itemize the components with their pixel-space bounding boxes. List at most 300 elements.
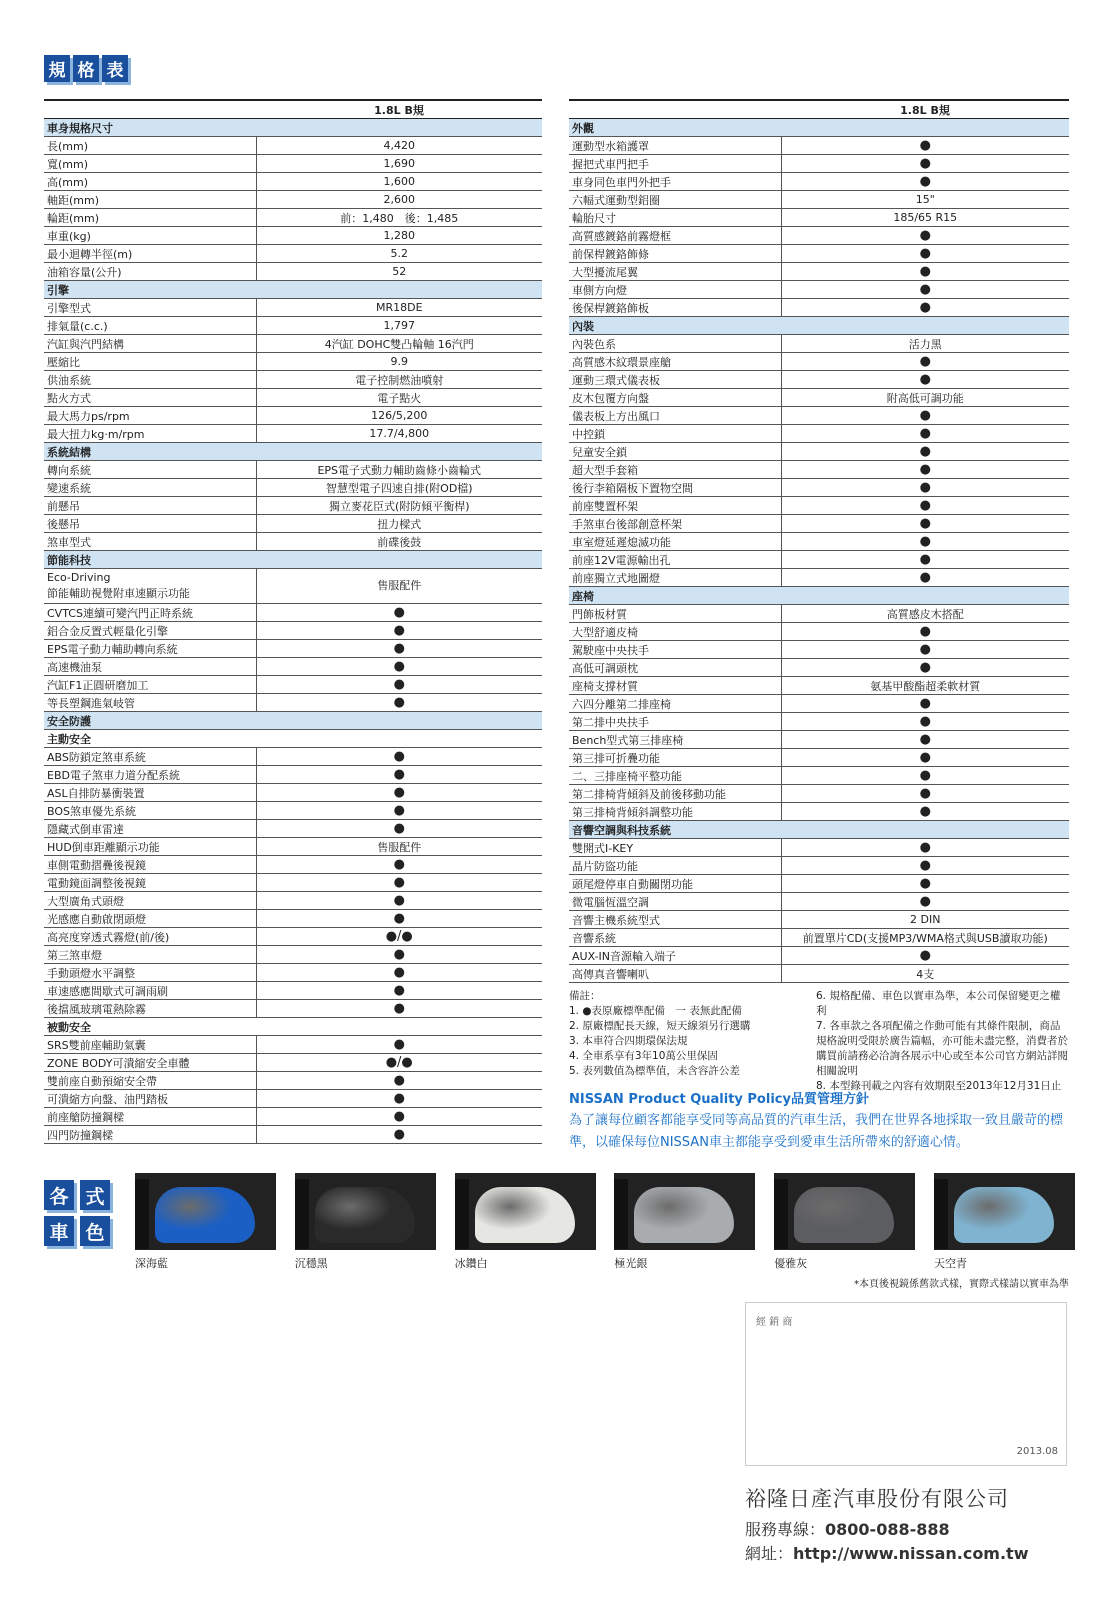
table-header-row — [44, 100, 542, 119]
spec-label — [569, 461, 781, 479]
table-row — [44, 479, 542, 497]
spec-label — [44, 1108, 256, 1126]
mirror-mount — [774, 1179, 788, 1249]
spec-label — [569, 227, 781, 245]
spec-label — [44, 479, 256, 497]
table-row — [44, 820, 542, 838]
notes — [569, 989, 1069, 1094]
spec-label-line: 第三煞車燈 — [47, 948, 102, 962]
table-row — [44, 533, 542, 551]
spec-value: 附高低可調功能 — [781, 389, 1069, 407]
color-name: 沉穩黑 — [294, 1257, 328, 1270]
spec-value: 獨立麥花臣式(附防傾平衡桿) — [256, 497, 542, 515]
table-row — [569, 893, 1069, 911]
table-row — [569, 173, 1069, 191]
table-row — [569, 497, 1069, 515]
spec-value: 前碟後鼓 — [256, 533, 542, 551]
spec-label-line: BOS煞車優先系統 — [47, 804, 136, 818]
spec-label-line: 座椅支撐材質 — [572, 679, 638, 693]
mirror-shell — [794, 1187, 894, 1243]
mirror-image — [614, 1173, 755, 1250]
spec-label — [569, 623, 781, 641]
spec-label — [569, 677, 781, 695]
spec-label — [44, 173, 256, 191]
spec-label-line: 車身同色車門外把手 — [572, 175, 671, 189]
spec-label-line: 車側電動摺疊後視鏡 — [47, 858, 146, 872]
table-row — [569, 857, 1069, 875]
spec-label-line: 車側方向燈 — [572, 283, 627, 297]
spec-value: ● — [781, 137, 1069, 155]
spec-label — [569, 335, 781, 353]
spec-label — [569, 911, 781, 929]
spec-label-line: 前座雙置杯架 — [572, 499, 638, 513]
spec-label — [569, 893, 781, 911]
section-title: 系統結構 — [44, 443, 542, 461]
spec-label-line: 高(mm) — [47, 175, 89, 189]
table-row — [569, 479, 1069, 497]
spec-value: ● — [781, 245, 1069, 263]
spec-label-line: CVTCS連續可變汽門正時系統 — [47, 606, 193, 620]
spec-label — [569, 407, 781, 425]
table-row — [569, 425, 1069, 443]
mirror-image — [934, 1173, 1075, 1250]
section-title: 音響空調與科技系統 — [569, 821, 1069, 839]
spec-label-line: HUD倒車距離顯示功能 — [47, 840, 160, 854]
spec-value: ● — [781, 497, 1069, 515]
spec-value: ● — [781, 281, 1069, 299]
table-row — [44, 371, 542, 389]
note-line: 3. 本車符合四期環保法規 — [569, 1035, 688, 1047]
spec-label-line: 輪距(mm) — [47, 211, 100, 225]
spec-value: ● — [256, 640, 542, 658]
spec-value: ● — [781, 299, 1069, 317]
table-row — [569, 767, 1069, 785]
spec-label-line: 兒童安全鎖 — [572, 445, 627, 459]
table-header-row — [569, 100, 1069, 119]
spec-value: 1,690 — [256, 155, 542, 173]
color-name: 深海藍 — [135, 1257, 168, 1270]
spec-label-line: 大型舒適皮椅 — [572, 625, 638, 639]
table-row — [569, 443, 1069, 461]
spec-label — [44, 335, 256, 353]
spec-label-line: 壓縮比 — [47, 355, 80, 369]
spec-label — [569, 857, 781, 875]
spec-value: ● — [781, 695, 1069, 713]
section-row — [44, 443, 542, 461]
spec-title-char: 表 — [102, 55, 128, 82]
spec-label — [569, 515, 781, 533]
table-row — [44, 227, 542, 245]
spec-table-left — [44, 99, 542, 1144]
note-line: 7. 各車款之各項配備之作動可能有其條件限制，商品規格說明受限於廣告篇幅，亦可能未盡完整，消費者於購買前請務必洽詢各展示中心或至本公司官方網站詳閱相關說明 — [815, 1020, 1068, 1077]
color-swatch — [135, 1173, 276, 1271]
spec-label-line: 最大扭力kg‧m/rpm — [47, 427, 145, 441]
spec-label-line: ASL自排防暴衝裝置 — [47, 786, 145, 800]
table-row — [569, 749, 1069, 767]
spec-value: ● — [781, 155, 1069, 173]
subsection-title: 主動安全 — [44, 730, 542, 748]
spec-value: 4,420 — [256, 137, 542, 155]
spec-value: 52 — [256, 263, 542, 281]
section-row — [44, 281, 542, 299]
spec-value: ● — [781, 227, 1069, 245]
spec-value: 1,600 — [256, 173, 542, 191]
spec-label — [569, 281, 781, 299]
table-row — [569, 875, 1069, 893]
spec-label — [569, 839, 781, 857]
spec-value: ● — [781, 371, 1069, 389]
spec-label-line: 轉向系統 — [47, 463, 91, 477]
spec-value: ● — [781, 839, 1069, 857]
table-row — [44, 461, 542, 479]
spec-value: ● — [781, 947, 1069, 965]
table-row — [569, 947, 1069, 965]
spec-value: ● — [256, 892, 542, 910]
spec-label-line: 門飾板材質 — [572, 607, 627, 621]
spec-label — [569, 443, 781, 461]
table-row — [569, 533, 1069, 551]
spec-label-line: 點火方式 — [47, 391, 91, 405]
spec-label — [44, 1072, 256, 1090]
spec-value: 1,797 — [256, 317, 542, 335]
spec-label — [44, 299, 256, 317]
spec-label-line: 後擋風玻璃電熱除霧 — [47, 1002, 146, 1016]
table-row — [44, 425, 542, 443]
note-line: 2. 原廠標配長天線，短天線須另行選購 — [569, 1020, 751, 1032]
spec-label-line: 鋁合金反置式輕量化引擎 — [47, 624, 168, 638]
spec-value: 2 DIN — [781, 911, 1069, 929]
table-row — [569, 641, 1069, 659]
table-row — [569, 515, 1069, 533]
section-title: 外觀 — [569, 119, 1069, 137]
spec-label-line: 高亮度穿透式霧燈(前/後) — [47, 930, 170, 944]
spec-value: 15" — [781, 191, 1069, 209]
table-row — [44, 191, 542, 209]
table-row — [569, 677, 1069, 695]
spec-value: ● — [256, 622, 542, 640]
spec-label — [44, 533, 256, 551]
table-row — [44, 766, 542, 784]
color-name: 冰鑽白 — [454, 1257, 488, 1270]
model-header: 1.8L B規 — [781, 100, 1069, 119]
spec-label-line: 超大型手套箱 — [572, 463, 638, 477]
table-row — [44, 299, 542, 317]
spec-label — [44, 892, 256, 910]
spec-label — [44, 227, 256, 245]
mirror-shell — [155, 1187, 255, 1243]
color-title-char: 各 — [44, 1180, 74, 1210]
spec-label-line: 雙開式I-KEY — [572, 841, 634, 855]
spec-value: ● — [256, 1072, 542, 1090]
spec-label — [44, 1000, 256, 1018]
note-line: 8. 本型錄刊載之內容有效期限至2013年12月31日止 — [815, 1080, 1062, 1092]
spec-label — [44, 874, 256, 892]
spec-label — [569, 947, 781, 965]
spec-value: 1,280 — [256, 227, 542, 245]
color-title-char: 車 — [44, 1216, 74, 1246]
spec-value: 售服配件 — [256, 838, 542, 856]
spec-label — [44, 1126, 256, 1144]
spec-label — [44, 371, 256, 389]
spec-label — [44, 784, 256, 802]
spec-value: 前：1,480 後：1,485 — [256, 209, 542, 227]
table-row — [569, 839, 1069, 857]
spec-value: ● — [256, 982, 542, 1000]
spec-label — [569, 929, 781, 947]
spec-value: ● — [781, 623, 1069, 641]
spec-value: ● — [781, 479, 1069, 497]
note-line: 4. 全車系享有3年10萬公里保固 — [569, 1050, 718, 1062]
spec-label-line: 音響主機系統型式 — [572, 913, 660, 927]
spec-value: ● — [781, 407, 1069, 425]
spec-label-line: 駕駛座中央扶手 — [572, 643, 649, 657]
spec-label — [44, 1090, 256, 1108]
spec-label-line: 車室燈延遲熄滅功能 — [572, 535, 671, 549]
spec-label — [569, 803, 781, 821]
table-row — [44, 622, 542, 640]
subsection-title: 被動安全 — [44, 1018, 542, 1036]
color-swatch — [455, 1173, 596, 1271]
spec-value: ● — [256, 784, 542, 802]
spec-label — [569, 299, 781, 317]
spec-label-line: 前座艙防撞鋼樑 — [47, 1110, 124, 1124]
header-blank — [44, 100, 256, 119]
spec-value: ● — [256, 766, 542, 784]
table-row — [44, 874, 542, 892]
section-row — [569, 317, 1069, 335]
spec-label-line: ABS防鎖定煞車系統 — [47, 750, 146, 764]
spec-value: ● — [781, 641, 1069, 659]
spec-value: 17.7/4,800 — [256, 425, 542, 443]
table-row — [44, 245, 542, 263]
spec-table-right — [569, 99, 1069, 983]
mirror-shell — [954, 1187, 1054, 1243]
table-row — [569, 371, 1069, 389]
table-row — [569, 695, 1069, 713]
spec-label-line: 高低可調頭枕 — [572, 661, 638, 675]
spec-label-line: 最小迴轉半徑(m) — [47, 247, 133, 261]
spec-value: ● — [781, 263, 1069, 281]
spec-value: 電子控制燃油噴射 — [256, 371, 542, 389]
table-row — [569, 785, 1069, 803]
table-row — [44, 137, 542, 155]
section-title: 引擎 — [44, 281, 542, 299]
spec-value: ● — [256, 1090, 542, 1108]
spec-label-line: 儀表板上方出風口 — [572, 409, 660, 423]
spec-label — [44, 622, 256, 640]
web-label: 網址： — [745, 1544, 794, 1563]
dealer-label: 經 銷 商 — [756, 1317, 793, 1328]
spec-label-line: 後保桿鍍鉻飾板 — [572, 301, 649, 315]
spec-label-line: 四門防撞鋼樑 — [47, 1128, 113, 1142]
section-title: 節能科技 — [44, 551, 542, 569]
spec-value: ● — [781, 173, 1069, 191]
spec-label-line: 引擎型式 — [47, 301, 91, 315]
table-row — [44, 353, 542, 371]
spec-value: ● — [781, 803, 1069, 821]
spec-label-line: 後懸吊 — [47, 517, 80, 531]
spec-value: ● — [256, 1108, 542, 1126]
table-row — [44, 1126, 542, 1144]
spec-label-line: 排氣量(c.c.) — [47, 319, 108, 333]
section-row — [44, 551, 542, 569]
table-row — [44, 569, 542, 604]
mirror-mount — [295, 1179, 309, 1249]
section-row — [569, 587, 1069, 605]
spec-label-line: 電動鏡面調整後視鏡 — [47, 876, 146, 890]
spec-label-line: 汽缸與汽門結構 — [47, 337, 124, 351]
spec-label-line: 等長塑鋼進氣岐管 — [47, 696, 135, 710]
table-row — [569, 461, 1069, 479]
spec-label-line: 高傳真音響喇叭 — [572, 967, 649, 981]
header-blank — [569, 100, 781, 119]
table-row — [44, 335, 542, 353]
mirror-mount — [614, 1179, 628, 1249]
spec-value: 4支 — [781, 965, 1069, 983]
spec-label — [44, 461, 256, 479]
policy-text: 為了讓每位顧客都能享受同等高品質的汽車生活，我們在世界各地採取一致且嚴苛的標準，以確保每位NISSAN車主都能享受到愛車生活所帶來的舒適心情。 — [569, 1113, 1064, 1150]
table-row — [44, 1018, 542, 1036]
company-name: 裕隆日產汽車股份有限公司 — [745, 1487, 1009, 1511]
table-row — [569, 911, 1069, 929]
table-row — [569, 623, 1069, 641]
table-row — [44, 658, 542, 676]
spec-value: ● — [256, 1126, 542, 1144]
mirror-mount — [455, 1179, 469, 1249]
spec-label-line: 節能輔助視覺附車速顯示功能 — [47, 587, 190, 600]
spec-value: EPS電子式動力輔助齒條小齒輪式 — [256, 461, 542, 479]
website — [745, 1541, 1028, 1564]
spec-title-char: 規 — [44, 55, 70, 82]
spec-label — [569, 191, 781, 209]
hotline-number: 0800-088-888 — [825, 1520, 950, 1539]
spec-label-line: 汽缸F1正圓研磨加工 — [47, 678, 149, 692]
spec-label — [44, 928, 256, 946]
spec-value: ● — [781, 893, 1069, 911]
spec-label-line: 六幅式運動型鋁圈 — [572, 193, 660, 207]
hotline-label: 服務專線： — [745, 1520, 826, 1539]
spec-label — [44, 155, 256, 173]
spec-label — [44, 209, 256, 227]
table-row — [569, 155, 1069, 173]
spec-label — [569, 479, 781, 497]
mirror-image — [774, 1173, 915, 1250]
spec-label — [44, 766, 256, 784]
table-row — [44, 1090, 542, 1108]
spec-label — [44, 748, 256, 766]
spec-value: 5.2 — [256, 245, 542, 263]
spec-label — [44, 569, 256, 604]
spec-label — [44, 946, 256, 964]
table-row — [569, 407, 1069, 425]
spec-value: MR18DE — [256, 299, 542, 317]
spec-value: 智慧型電子四速自排(附OD檔) — [256, 479, 542, 497]
spec-label-line: 最大馬力ps/rpm — [47, 409, 130, 423]
spec-label-line: 內裝色系 — [572, 337, 616, 351]
spec-label — [44, 694, 256, 712]
spec-label-line: 音響系統 — [572, 931, 616, 945]
table-row — [569, 245, 1069, 263]
spec-value: ●/● — [256, 928, 542, 946]
model-header: 1.8L B規 — [256, 100, 542, 119]
spec-value: ● — [256, 1036, 542, 1054]
spec-label — [569, 551, 781, 569]
spec-label — [44, 515, 256, 533]
spec-label-line: SRS雙前座輔助氣囊 — [47, 1038, 146, 1052]
spec-label — [569, 371, 781, 389]
spec-label — [44, 838, 256, 856]
dealer-box — [745, 1302, 1067, 1466]
spec-value: ● — [781, 569, 1069, 587]
color-name: 優雅灰 — [774, 1257, 808, 1270]
spec-label-line: 軸距(mm) — [47, 193, 100, 207]
spec-value: ● — [781, 353, 1069, 371]
spec-value: 4汽缸 DOHC雙凸輪軸 16汽門 — [256, 335, 542, 353]
spec-label — [569, 389, 781, 407]
color-name: 天空青 — [933, 1257, 967, 1270]
section-row — [569, 119, 1069, 137]
table-row — [44, 640, 542, 658]
spec-label — [44, 676, 256, 694]
table-row — [569, 389, 1069, 407]
notes-left — [569, 989, 810, 1094]
color-title-char: 色 — [80, 1216, 110, 1246]
mirror-shell — [315, 1187, 415, 1243]
spec-label — [569, 137, 781, 155]
table-row — [44, 802, 542, 820]
table-row — [44, 173, 542, 191]
table-row — [569, 551, 1069, 569]
spec-value: ● — [781, 443, 1069, 461]
mirror-image — [295, 1173, 436, 1250]
spec-value: ● — [781, 767, 1069, 785]
spec-value: ● — [256, 694, 542, 712]
spec-value: ● — [256, 748, 542, 766]
section-title: 座椅 — [569, 587, 1069, 605]
spec-label — [44, 964, 256, 982]
spec-label — [569, 965, 781, 983]
spec-label — [569, 155, 781, 173]
spec-value: ● — [781, 857, 1069, 875]
print-date: 2013.08 — [1016, 1446, 1058, 1457]
spec-label-line: AUX-IN音源輸入端子 — [572, 949, 677, 963]
table-row — [44, 1054, 542, 1072]
spec-label — [569, 533, 781, 551]
table-row — [44, 1108, 542, 1126]
spec-value: 售服配件 — [256, 569, 542, 604]
spec-label — [44, 191, 256, 209]
color-swatch — [934, 1173, 1075, 1271]
spec-label — [44, 604, 256, 622]
spec-label — [44, 497, 256, 515]
spec-label-line: 手動頭燈水平調整 — [47, 966, 135, 980]
spec-label-line: Bench型式第三排座椅 — [572, 733, 684, 747]
mirror-image — [455, 1173, 596, 1250]
spec-value: ● — [256, 604, 542, 622]
color-swatches — [135, 1173, 1075, 1271]
spec-label-line: 車速感應間歇式可調雨刷 — [47, 984, 168, 998]
section-row — [44, 119, 542, 137]
spec-value: 氨基甲酸酯超柔軟材質 — [781, 677, 1069, 695]
spec-label — [44, 353, 256, 371]
spec-label — [44, 407, 256, 425]
spec-value: ● — [256, 874, 542, 892]
spec-label-line: 油箱容量(公升) — [47, 265, 122, 279]
table-row — [44, 1000, 542, 1018]
table-row — [44, 515, 542, 533]
spec-title — [44, 55, 128, 82]
spec-label-line: EPS電子動力輔助轉向系統 — [47, 642, 178, 656]
